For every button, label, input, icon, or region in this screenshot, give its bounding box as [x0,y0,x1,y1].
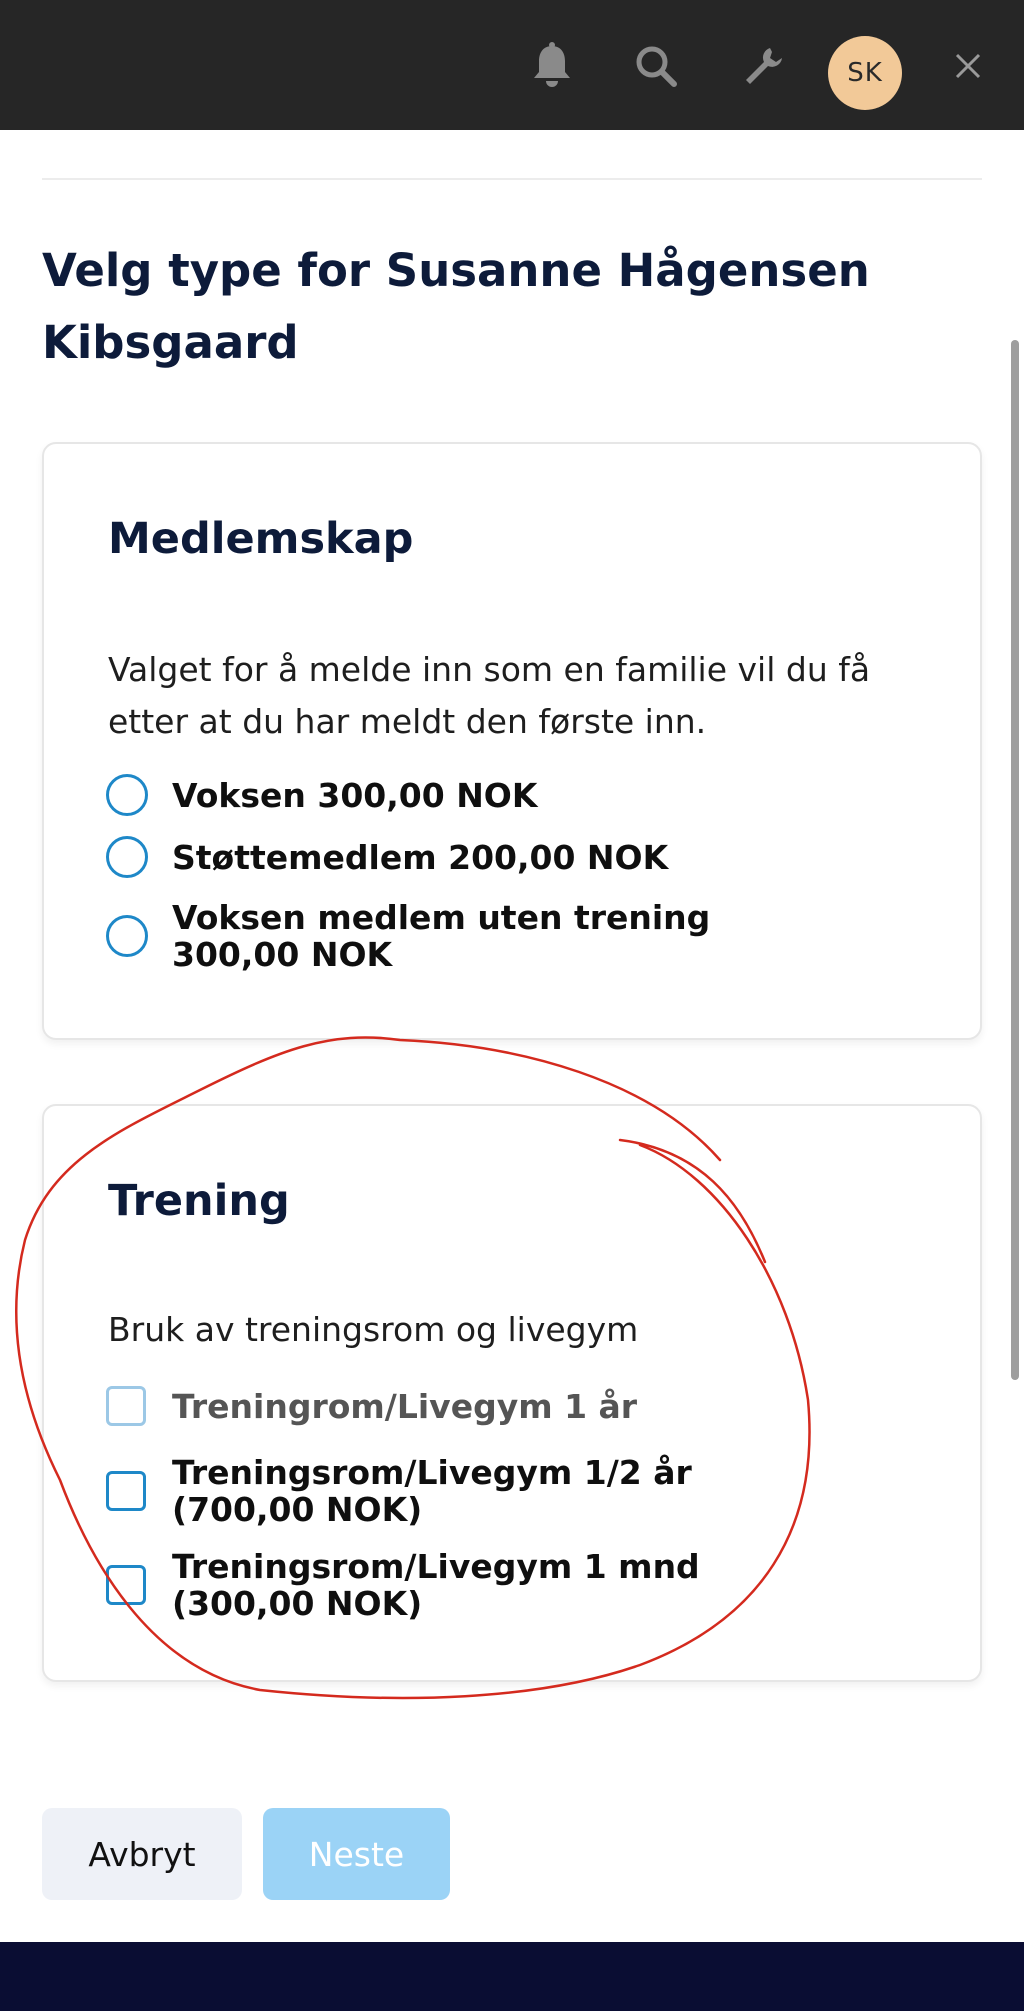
radio-button[interactable] [106,774,148,816]
top-bar [0,0,1024,130]
membership-card [42,442,982,1040]
option-label: Voksen 300,00 NOK [172,775,538,815]
checkbox[interactable] [106,1386,146,1426]
radio-button[interactable] [106,915,148,957]
option-label: Støttemedlem 200,00 NOK [172,837,669,877]
option-label [172,899,710,973]
option-label-line1: Voksen medlem uten trening [172,898,711,937]
membership-option-stottemedlem[interactable] [106,836,946,878]
membership-description: Valget for å melde inn som en familie vil du få etter at du har meldt den første inn. [108,650,871,741]
training-description: Bruk av treningsrom og livegym [108,1310,639,1349]
wrench-icon[interactable] [736,40,788,92]
scrollbar[interactable] [1011,340,1019,1380]
membership-option-voksen[interactable] [106,774,946,816]
option-label: Treningrom/Livegym 1 år [172,1386,638,1426]
checkbox[interactable] [106,1565,146,1605]
close-icon[interactable] [942,40,994,92]
bell-icon[interactable] [526,40,578,92]
option-label [172,1548,700,1622]
training-title: Trening [108,1176,290,1226]
radio-button[interactable] [106,836,148,878]
training-option-1-year[interactable] [106,1386,946,1426]
page-title: Velg type for Susanne Hågensen Kibsgaard [42,244,870,369]
training-option-1-month[interactable] [106,1548,946,1622]
option-label-line1: Treningsrom/Livegym 1 mnd [172,1547,700,1586]
option-label-line2: (700,00 NOK) [172,1490,423,1529]
option-label-line2: (300,00 NOK) [172,1584,423,1623]
option-label-line1: Treningsrom/Livegym 1/2 år [172,1453,692,1492]
search-icon[interactable] [630,40,682,92]
cancel-button[interactable]: Avbryt [42,1808,242,1900]
membership-title: Medlemskap [108,514,414,564]
checkbox[interactable] [106,1471,146,1511]
divider [42,178,982,180]
option-label-line2: 300,00 NOK [172,935,393,974]
training-option-half-year[interactable] [106,1454,946,1528]
next-button[interactable]: Neste [263,1808,450,1900]
option-label [172,1454,692,1528]
bottom-bar [0,1942,1024,2011]
training-card [42,1104,982,1682]
membership-option-voksen-uten-trening[interactable] [106,899,946,973]
avatar[interactable] [828,36,902,110]
avatar-initials: SK [847,58,883,88]
